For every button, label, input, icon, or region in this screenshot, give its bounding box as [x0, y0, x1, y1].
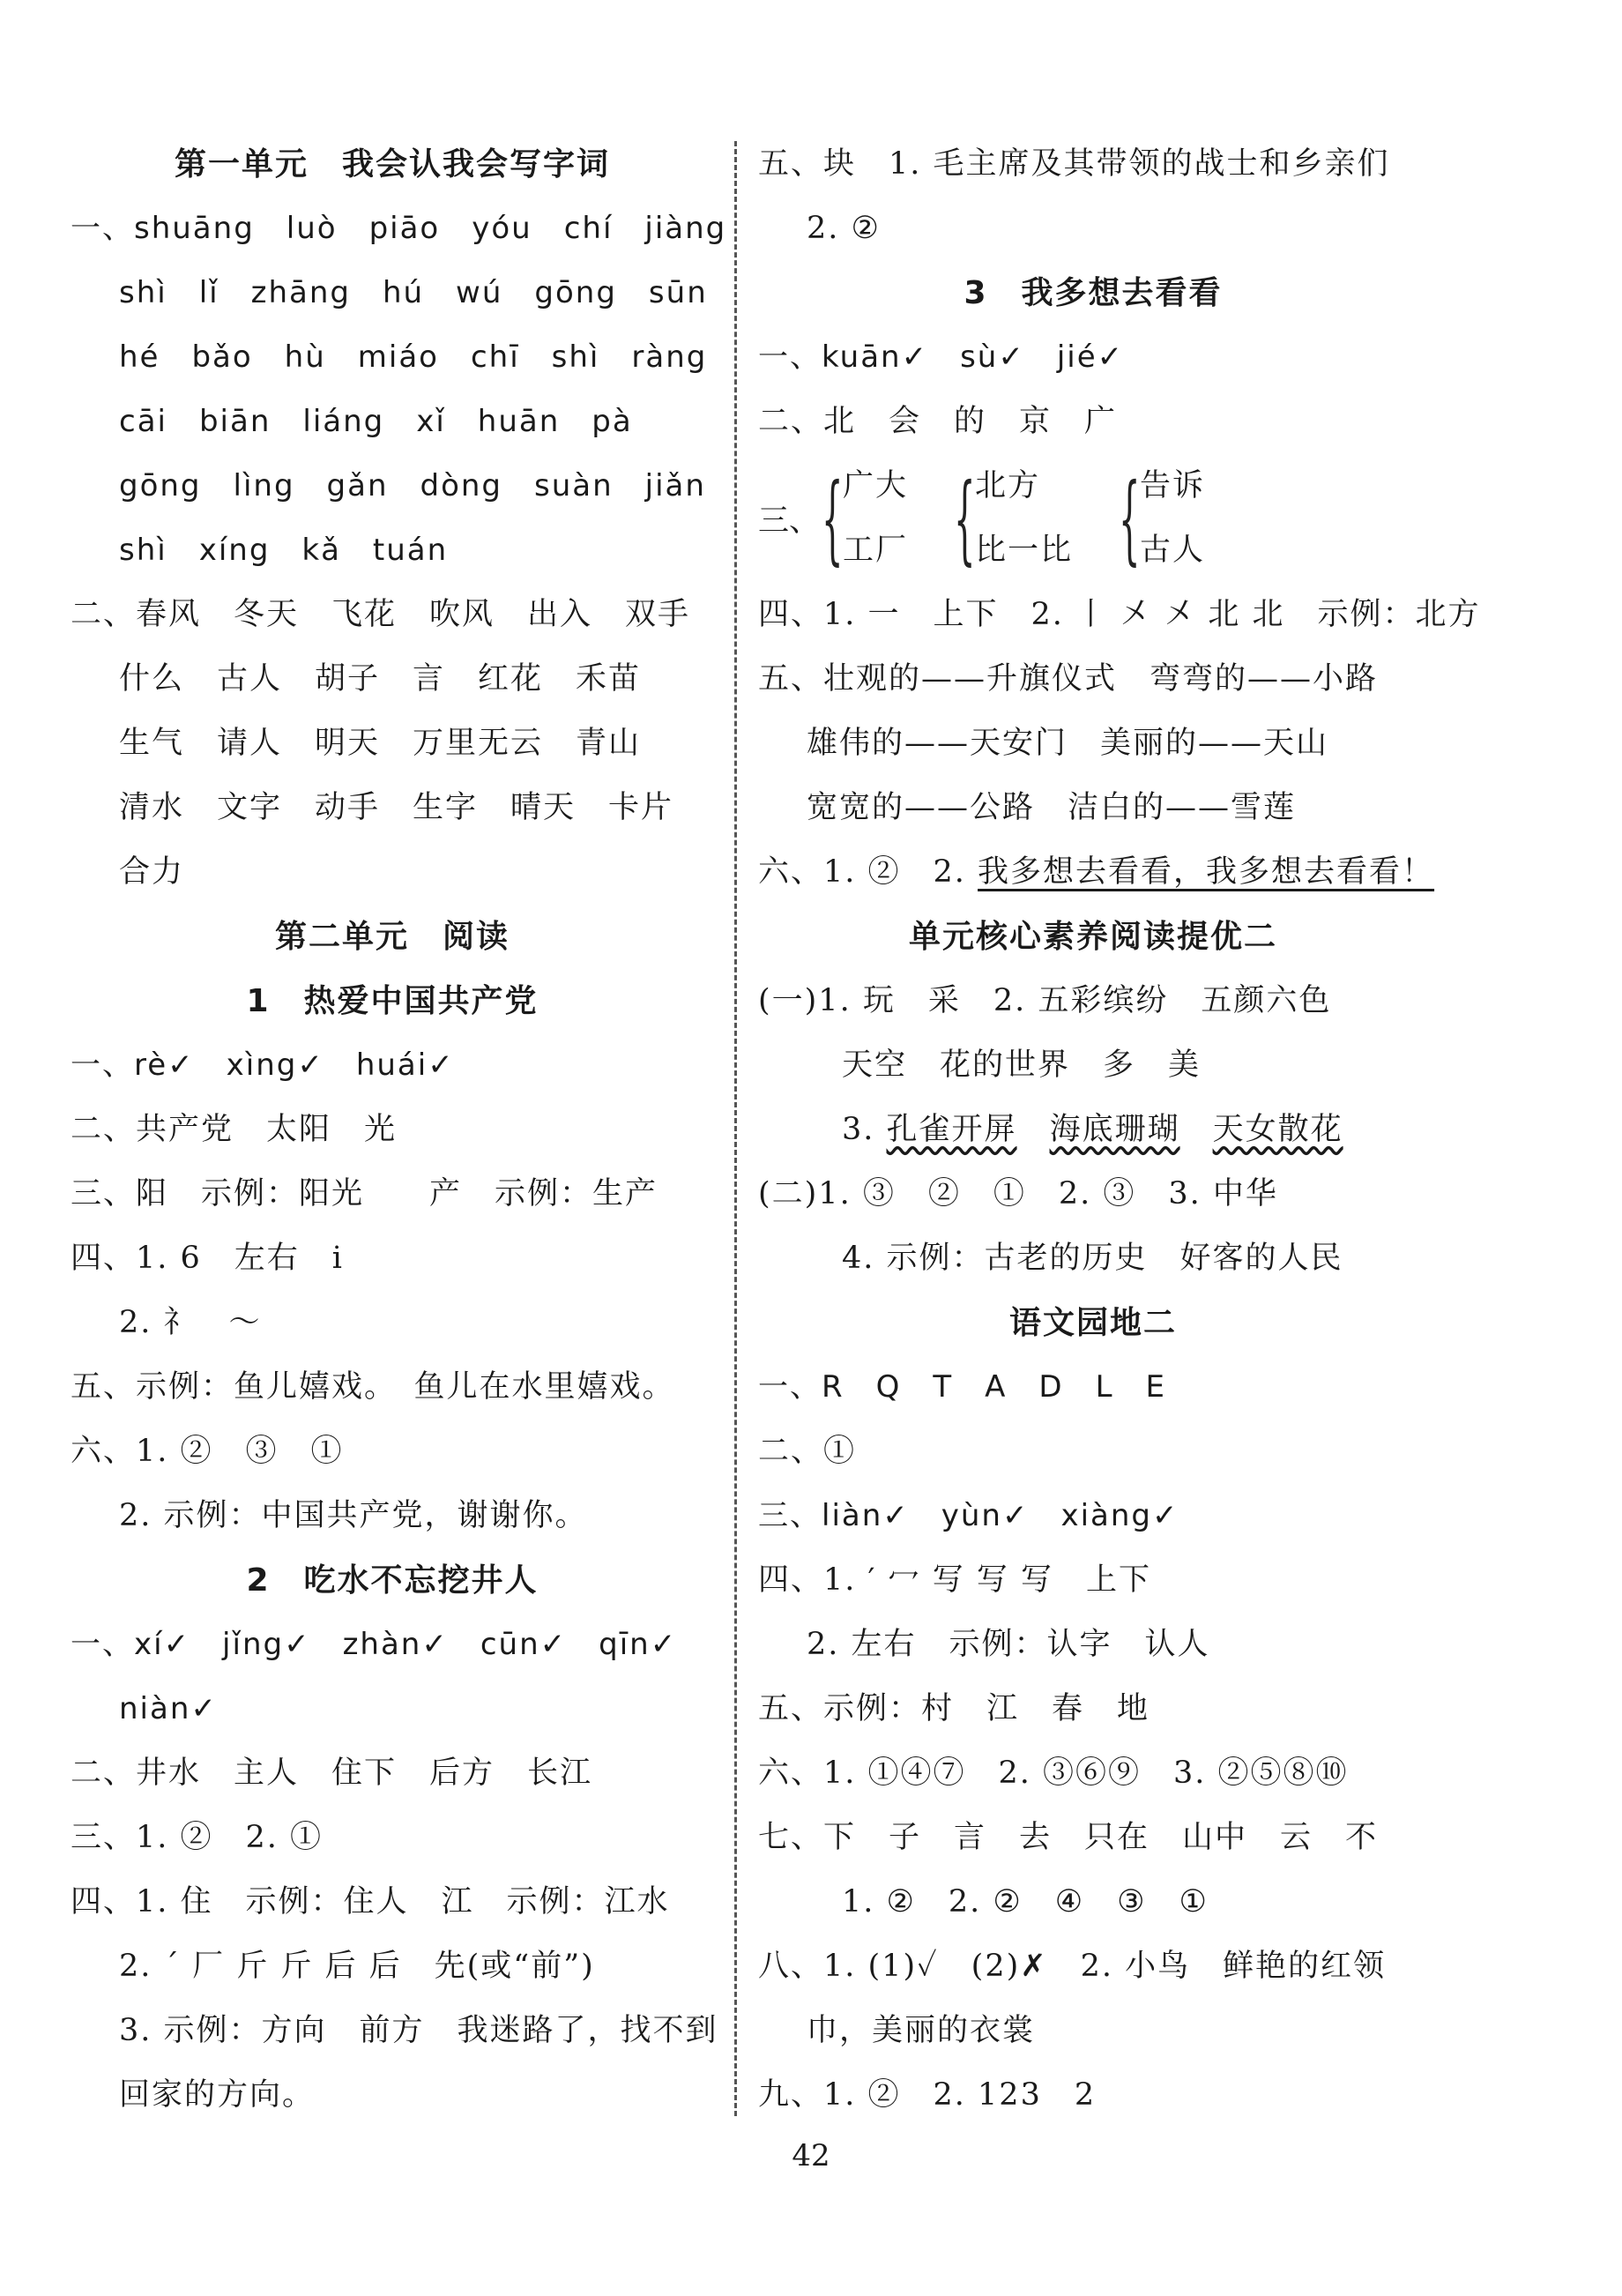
answer-line: 天空 花的世界 多 美	[842, 1047, 1202, 1083]
answer-line	[758, 1098, 1428, 1162]
answer-line: gōng lìng gǎn dòng suàn jiǎn	[119, 468, 706, 503]
answer-line: 五、壮观的——升旗仪式 弯弯的——小路	[758, 661, 1379, 697]
column-divider	[734, 141, 737, 2116]
answer-line: 2. 左右 示例：认字 认人	[807, 1627, 1210, 1662]
answer-line: 雄伟的——天安门 美丽的——天山	[807, 726, 1329, 761]
answer-line: 回家的方向。	[119, 2077, 316, 2113]
answer-line: 二、北 会 的 京 广	[758, 404, 1118, 439]
answer-line: 一、R Q T A D L E	[758, 1369, 1167, 1405]
section-heading: 第一单元 我会认我会写字词	[174, 146, 610, 183]
item-label: 三、	[758, 503, 821, 539]
brace-word: 工厂	[843, 533, 909, 568]
answer-line: 一、xí✓ jǐng✓ zhàn✓ cūn✓ qīn✓	[71, 1627, 678, 1662]
page-number: 42	[792, 2138, 830, 2173]
lesson-heading: 2 吃水不忘挖井人	[246, 1562, 539, 1599]
wavy-underlined-answer: 天女散花	[1212, 1112, 1343, 1147]
brace-word: 比一比	[975, 533, 1074, 568]
answer-line: 五、示例：村 江 春 地	[758, 1691, 1150, 1726]
answer-line: 二、春风 冬天 飞花 吹风 出入 双手	[71, 597, 691, 632]
section-heading: 第二单元 阅读	[274, 919, 510, 955]
brace-group	[1140, 454, 1205, 583]
answer-text: 六、1. ② 2.	[758, 854, 978, 890]
answer-line: 四、1. 住 示例：住人 江 示例：江水	[71, 1884, 670, 1920]
answer-line: 四、1. 6 左右 ⅰ	[71, 1241, 344, 1276]
answer-line: 巾，美丽的衣裳	[807, 2013, 1036, 2048]
section-heading: 语文园地二	[1008, 1305, 1177, 1341]
left-column	[71, 132, 727, 2128]
answer-line: niàn✓	[119, 1691, 218, 1726]
wavy-underlined-answer: 孔雀开屏	[886, 1112, 1017, 1147]
brace-group	[843, 454, 908, 583]
section-heading: 单元核心素养阅读提优二	[908, 919, 1277, 955]
answer-line: shì lǐ zhāng hú wú gōng sūn	[119, 275, 708, 310]
answer-line: 一、rè✓ xìng✓ huái✓	[71, 1047, 455, 1083]
answer-line: 二、井水 主人 住下 后方 长江	[71, 1756, 593, 1791]
brace-icon: {	[1119, 462, 1141, 575]
answer-line: 生气 请人 明天 万里无云 青山	[119, 726, 642, 761]
answer-line	[758, 840, 1435, 905]
answer-line: shì xíng kǎ tuán	[119, 533, 449, 568]
brace-icon: {	[954, 462, 976, 575]
answer-line: 什么 古人 胡子 言 红花 禾苗	[119, 661, 642, 697]
lesson-heading: 3 我多想去看看	[964, 275, 1223, 311]
answer-line: 4. 示例：古老的历史 好客的人民	[842, 1241, 1343, 1276]
answer-line: 二、共产党 太阳 光	[71, 1112, 398, 1147]
answer-line: cāi biān liáng xǐ huān pà	[119, 404, 633, 439]
right-column	[758, 132, 1481, 2128]
answer-line: 二、①	[758, 1434, 857, 1469]
answer-line: hé bǎo hù miáo chī shì ràng	[119, 339, 708, 375]
brace-word: 北方	[975, 468, 1041, 503]
brace-word: 告诉	[1140, 468, 1206, 503]
answer-line: 六、1. ② ③ ①	[71, 1434, 344, 1469]
answer-line: 四、1. ′ 冖 写 写 写 上下	[758, 1562, 1151, 1598]
answer-line: 七、下 子 言 去 只在 山中 云 不	[758, 1820, 1379, 1855]
underlined-answer: 我多想去看看，我多想去看看！	[978, 854, 1435, 890]
answer-line: 一、shuāng luò piāo yóu chí jiàng	[71, 211, 727, 246]
answer-line: 3. 示例：方向 前方 我迷路了，找不到	[119, 2013, 718, 2048]
answer-line: 1. ② 2. ② ④ ③ ①	[842, 1884, 1209, 1920]
answer-line: 三、1. ② 2. ①	[71, 1820, 324, 1855]
answer-line: 九、1. ② 2. 123 2	[758, 2077, 1097, 2113]
answer-line: 清水 文字 动手 生字 晴天 卡片	[119, 790, 674, 825]
wavy-underlined-answer: 海底珊瑚	[1049, 1112, 1180, 1147]
answer-line: 八、1. (1)✓ (2)✗ 2. 小鸟 鲜艳的红领	[758, 1949, 1387, 1984]
answer-line: 四、1. 一 上下 2. 丨 㐅 㐅 北 北 示例：北方	[758, 597, 1481, 632]
answer-line: 2. 礻 〜	[119, 1305, 262, 1340]
answer-line: 2. ②	[807, 211, 881, 246]
answer-line: 2. 示例：中国共产党，谢谢你。	[119, 1498, 588, 1533]
answer-line: 2. ˊ 厂 斤 斤 后 后 先(或“前”)	[119, 1949, 595, 1984]
brace-word: 广大	[843, 468, 909, 503]
answer-line: 三、阳 示例：阳光 产 示例：生产	[71, 1176, 658, 1211]
answer-line: (一)1. 玩 采 2. 五彩缤纷 五颜六色	[758, 983, 1332, 1018]
answer-line: 六、1. ①④⑦ 2. ③⑥⑨ 3. ②⑤⑧⑩	[758, 1756, 1349, 1791]
answer-text: 3.	[842, 1112, 887, 1147]
brace-word: 古人	[1140, 533, 1206, 568]
brace-icon: {	[822, 462, 844, 575]
answer-line: 五、块 1. 毛主席及其带领的战士和乡亲们	[758, 146, 1390, 182]
lesson-heading: 1 热爱中国共产党	[246, 983, 539, 1019]
answer-line: (二)1. ③ ② ① 2. ③ 3. 中华	[758, 1176, 1278, 1211]
brace-group	[975, 454, 1073, 583]
word-grouping-braces	[758, 454, 1428, 583]
answer-line: 宽宽的——公路 洁白的——雪莲	[807, 790, 1297, 825]
answer-line: 五、示例：鱼儿嬉戏。 鱼儿在水里嬉戏。	[71, 1369, 675, 1405]
answer-line: 一、kuān✓ sù✓ jié✓	[758, 339, 1125, 375]
answer-line: 合力	[119, 854, 185, 890]
answer-line: 三、liàn✓ yùn✓ xiàng✓	[758, 1498, 1179, 1533]
